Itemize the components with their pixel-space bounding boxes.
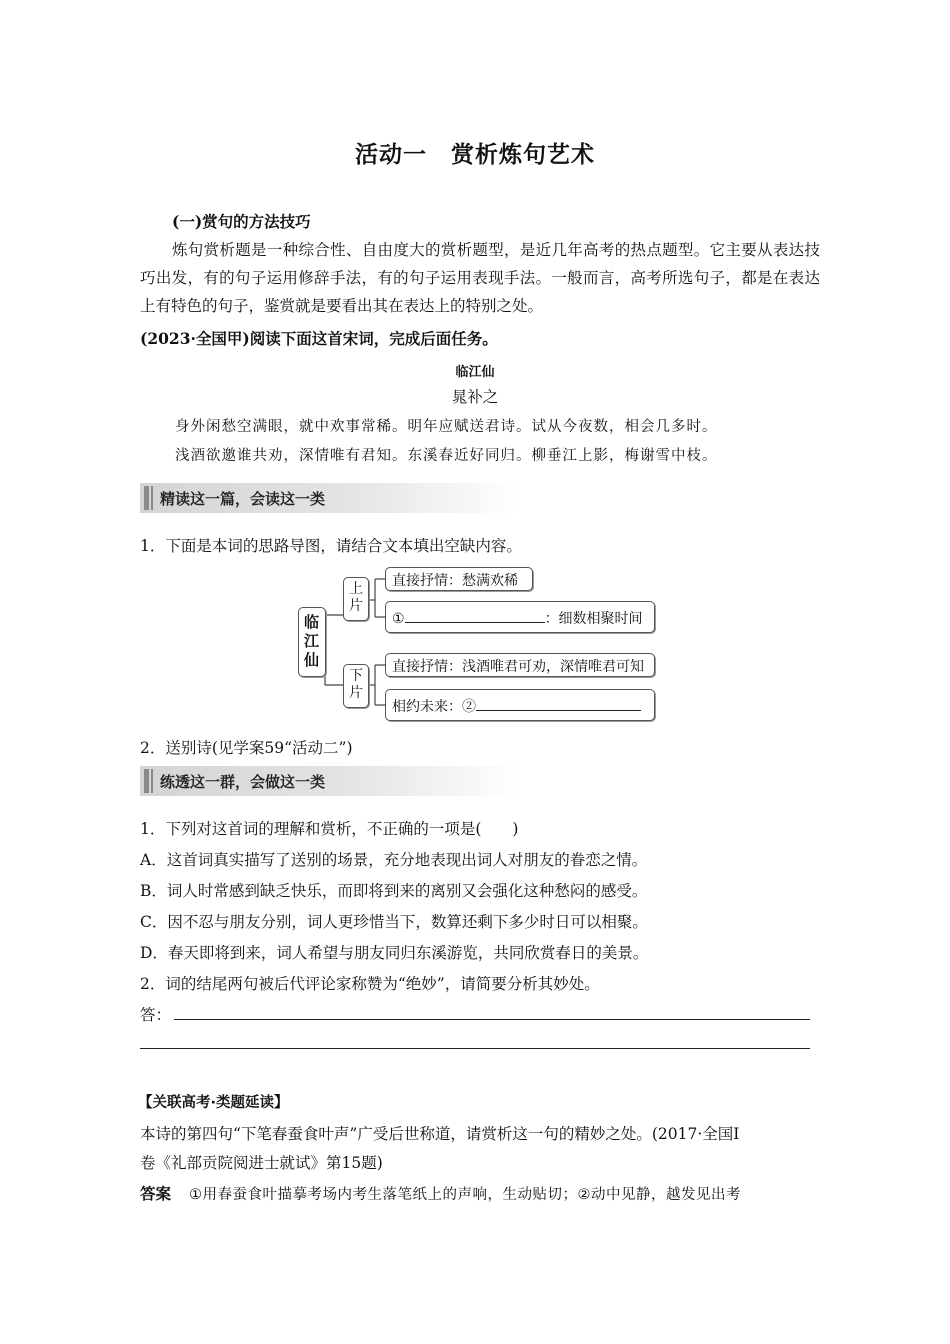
map-branch-blank-1 xyxy=(385,601,655,633)
map-root-char: 仙 xyxy=(304,651,320,669)
option-a[interactable]: A．这首词真实描写了送别的场景，充分地表现出词人对朋友的眷恋之情。 xyxy=(140,851,648,869)
option-c[interactable]: C．因不忍与朋友分别，词人更珍惜当下，数算还剩下多少时日可以相聚。 xyxy=(140,913,648,931)
map-upper-char: 上 xyxy=(349,581,363,597)
poem-author: 晁补之 xyxy=(451,388,499,406)
answer-line-2[interactable] xyxy=(140,1047,810,1049)
poem-line-1: 身外闲愁空满眼，就中欢事常稀。明年应赋送君诗。试从今夜数，相会几多时。 xyxy=(175,419,718,435)
answer-label: 答： xyxy=(140,1006,172,1024)
exercise-question-2: 2．词的结尾两句被后代评论家称赞为“绝妙”，请简要分析其妙处。 xyxy=(140,975,600,993)
option-b[interactable]: B．词人时常感到缺乏快乐，而即将到来的离别又会强化这种愁闷的感受。 xyxy=(140,882,648,900)
answer-text: ①用春蚕食叶描摹考场内考生落笔纸上的声响，生动贴切；②动中见静，越发见出考 xyxy=(189,1187,742,1203)
banner-mark xyxy=(151,486,153,510)
answer-line-1[interactable] xyxy=(174,1018,810,1020)
map-lower-char: 下 xyxy=(349,668,363,684)
section-banner-label: 精读这一篇，会读这一类 xyxy=(160,490,326,508)
section-banner-practice xyxy=(140,766,520,796)
question-1: 1．下面是本词的思路导图，请结合文本填出空缺内容。 xyxy=(140,537,522,555)
map-branch-direct-lower xyxy=(385,653,655,677)
map-branch-label: 直接抒情：愁满欢稀 xyxy=(392,573,518,589)
section-banner-label: 练透这一群，会做这一类 xyxy=(160,773,326,791)
map-root-char: 临 xyxy=(304,613,320,631)
map-lower-char: 片 xyxy=(349,685,363,701)
poem-line-2: 浅酒欲邀谁共劝，深情唯有君知。东溪春近好同归。柳垂江上影，梅谢雪中枝。 xyxy=(175,448,718,464)
map-branch-label: 相约未来：② xyxy=(392,699,476,715)
fill-blank-1[interactable] xyxy=(405,608,545,623)
fill-blank-2[interactable] xyxy=(476,696,641,711)
poem-title: 临江仙 xyxy=(455,365,495,380)
blank-number-1: ① xyxy=(392,611,405,627)
task-instruction: (2023·全国甲)阅读下面这首宋词，完成后面任务。 xyxy=(140,329,498,348)
map-lower-box xyxy=(343,664,369,708)
method-heading: (一)赏句的方法技巧 xyxy=(172,212,311,231)
related-question-line-2: 卷《礼部贡院阅进士就试》第15题) xyxy=(140,1154,383,1172)
mind-map xyxy=(295,565,660,725)
map-upper-char: 片 xyxy=(349,598,363,614)
map-branch-blank-2 xyxy=(385,689,655,721)
banner-mark xyxy=(151,769,153,793)
map-root-char: 江 xyxy=(304,632,320,650)
banner-mark xyxy=(144,769,149,793)
answer-heading: 答案 xyxy=(140,1184,172,1203)
map-branch-direct-upper xyxy=(385,567,533,591)
exercise-question-1: 1．下列对这首词的理解和赏析，不正确的一项是( ) xyxy=(140,820,519,838)
question-2: 2．送别诗(见学案59“活动二”) xyxy=(140,739,353,757)
map-upper-box xyxy=(343,577,369,621)
related-heading: 【关联高考·类题延读】 xyxy=(138,1095,289,1111)
map-branch-label: ：细数相聚时间 xyxy=(544,611,643,627)
banner-mark xyxy=(144,486,149,510)
map-root-box xyxy=(298,607,326,677)
related-question-line-1: 本诗的第四句“下笔春蚕食叶声”广受后世称道，请赏析这一句的精妙之处。(2017·全国Ⅰ xyxy=(140,1125,740,1143)
map-branch-label: 直接抒情：浅酒唯君可劝，深情唯君可知 xyxy=(392,659,644,675)
option-d[interactable]: D．春天即将到来，词人希望与朋友同归东溪游览，共同欣赏春日的美景。 xyxy=(140,944,649,962)
intro-paragraph: 炼句赏析题是一种综合性、自由度大的赏析题型，是近几年高考的热点题型。它主要从表达技巧出发，有的句子运用修辞手法，有的句子运用表现手法。一般而言，高考所选句子，都是在表达上有特色的句子，鉴赏就是要看出其在表达上的特别之处。 xyxy=(140,241,820,315)
page-title: 活动一 赏析炼句艺术 xyxy=(355,141,595,168)
section-banner-read xyxy=(140,483,520,513)
